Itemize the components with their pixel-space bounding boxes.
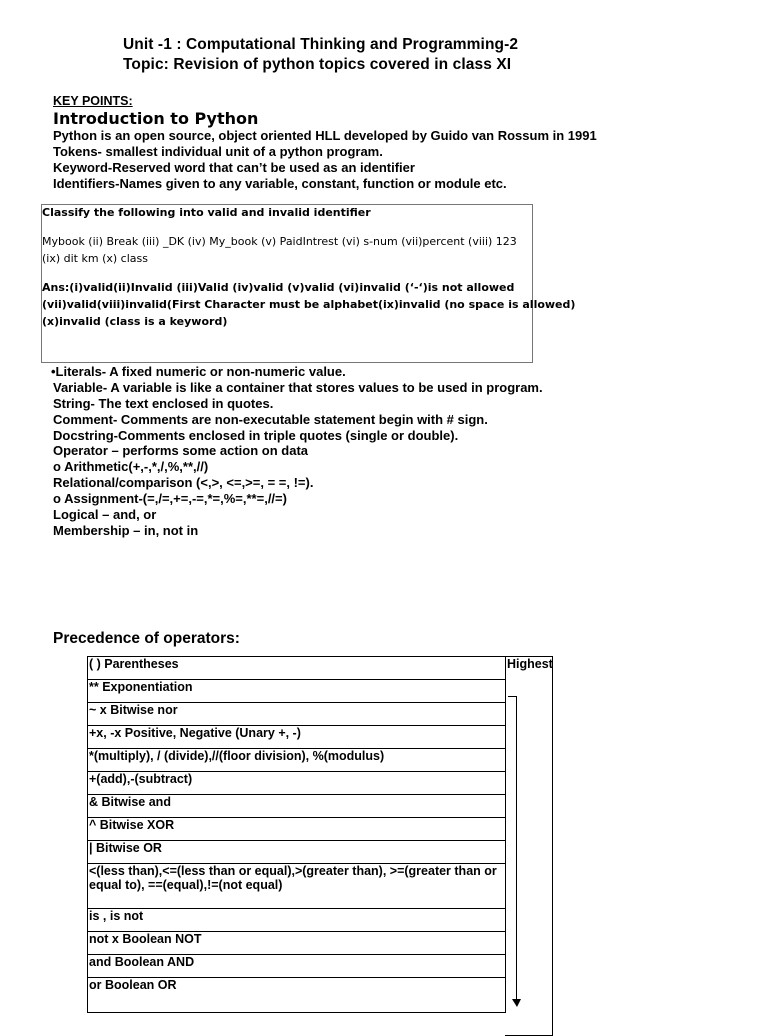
definition-line: •Literals- A fixed numeric or non-numeric value. bbox=[51, 364, 346, 379]
table-cell: or Boolean OR bbox=[88, 978, 506, 1013]
intro-line: Tokens- smallest individual unit of a python program. bbox=[53, 144, 383, 159]
table-cell: ^ Bitwise XOR bbox=[88, 818, 506, 841]
definition-line: Comment- Comments are non-executable statement begin with # sign. bbox=[53, 412, 488, 427]
definition-line: Logical – and, or bbox=[53, 507, 157, 522]
table-row bbox=[88, 932, 506, 955]
table-cell: ** Exponentiation bbox=[88, 680, 506, 703]
definition-line: Docstring-Comments enclosed in triple quotes (single or double). bbox=[53, 428, 459, 443]
arrow-head-icon bbox=[512, 999, 521, 1007]
definition-line: String- The text enclosed in quotes. bbox=[53, 396, 274, 411]
table-row bbox=[88, 703, 506, 726]
down-arrow-icon bbox=[516, 696, 517, 1001]
table-row bbox=[88, 955, 506, 978]
table-row bbox=[88, 680, 506, 703]
table-cell: and Boolean AND bbox=[88, 955, 506, 978]
definition-line: o Assignment-(=,/=,+=,-=,*=,%=,**=,//=) bbox=[53, 491, 287, 506]
topic-title: Topic: Revision of python topics covered in class XI bbox=[123, 56, 512, 73]
definition-line: o Arithmetic(+,-,*,/,%,**,//) bbox=[53, 459, 209, 474]
question-text: Classify the following into valid and invalid identifier bbox=[42, 206, 371, 219]
intro-line: Identifiers-Names given to any variable, constant, function or module etc. bbox=[53, 176, 507, 191]
table-cell: & Bitwise and bbox=[88, 795, 506, 818]
answer-text: (x)invalid (class is a keyword) bbox=[42, 315, 228, 328]
precedence-title: Precedence of operators: bbox=[53, 630, 240, 647]
highest-label: Highest bbox=[507, 657, 553, 671]
intro-line: Keyword-Reserved word that can’t be used as an identifier bbox=[53, 160, 415, 175]
table-cell: not x Boolean NOT bbox=[88, 932, 506, 955]
key-points-label: KEY POINTS: bbox=[53, 94, 133, 108]
table-cell: +x, -x Positive, Negative (Unary +, -) bbox=[88, 726, 506, 749]
table-cell: ~ x Bitwise nor bbox=[88, 703, 506, 726]
table-row bbox=[88, 864, 506, 909]
definition-line: Relational/comparison (<,>, <=,>=, = =, !=). bbox=[53, 475, 314, 490]
table-cell: <(less than),<=(less than or equal),>(greater than), >=(greater than or equal to), ==(equal),!=(not equal) bbox=[88, 864, 506, 909]
precedence-table bbox=[87, 656, 506, 1013]
table-row bbox=[88, 749, 506, 772]
table-row bbox=[88, 978, 506, 1013]
table-row bbox=[88, 841, 506, 864]
table-row bbox=[88, 772, 506, 795]
table-row bbox=[88, 818, 506, 841]
intro-heading: Introduction to Python bbox=[53, 109, 259, 128]
question-options: Mybook (ii) Break (iii) _DK (iv) My_book (v) PaidIntrest (vi) s-num (vii)percent (viii) 123 bbox=[42, 235, 517, 248]
definition-line: Operator – performs some action on data bbox=[53, 443, 309, 458]
table-cell: | Bitwise OR bbox=[88, 841, 506, 864]
unit-title: Unit -1 : Computational Thinking and Programming-2 bbox=[123, 36, 519, 53]
intro-line: Python is an open source, object oriented HLL developed by Guido van Rossum in 1991 bbox=[53, 128, 597, 143]
table-row bbox=[88, 726, 506, 749]
answer-text: (vii)valid(viii)invalid(First Character must be alphabet(ix)invalid (no space is allowed) bbox=[42, 298, 576, 311]
table-cell: is , is not bbox=[88, 909, 506, 932]
definition-line: Membership – in, not in bbox=[53, 523, 199, 538]
table-row bbox=[88, 657, 506, 680]
table-cell: *(multiply), / (divide),//(floor division), %(modulus) bbox=[88, 749, 506, 772]
answer-text: Ans:(i)valid(ii)Invalid (iii)Valid (iv)valid (v)valid (vi)invalid (‘-‘)is not allowed bbox=[42, 281, 515, 294]
definition-line: Variable- A variable is like a container that stores values to be used in program. bbox=[53, 380, 543, 395]
table-cell: +(add),-(subtract) bbox=[88, 772, 506, 795]
table-cell: ( ) Parentheses bbox=[88, 657, 506, 680]
table-row bbox=[88, 909, 506, 932]
precedence-side-column bbox=[505, 656, 553, 1036]
question-options: (ix) dit km (x) class bbox=[42, 252, 148, 265]
table-row bbox=[88, 795, 506, 818]
